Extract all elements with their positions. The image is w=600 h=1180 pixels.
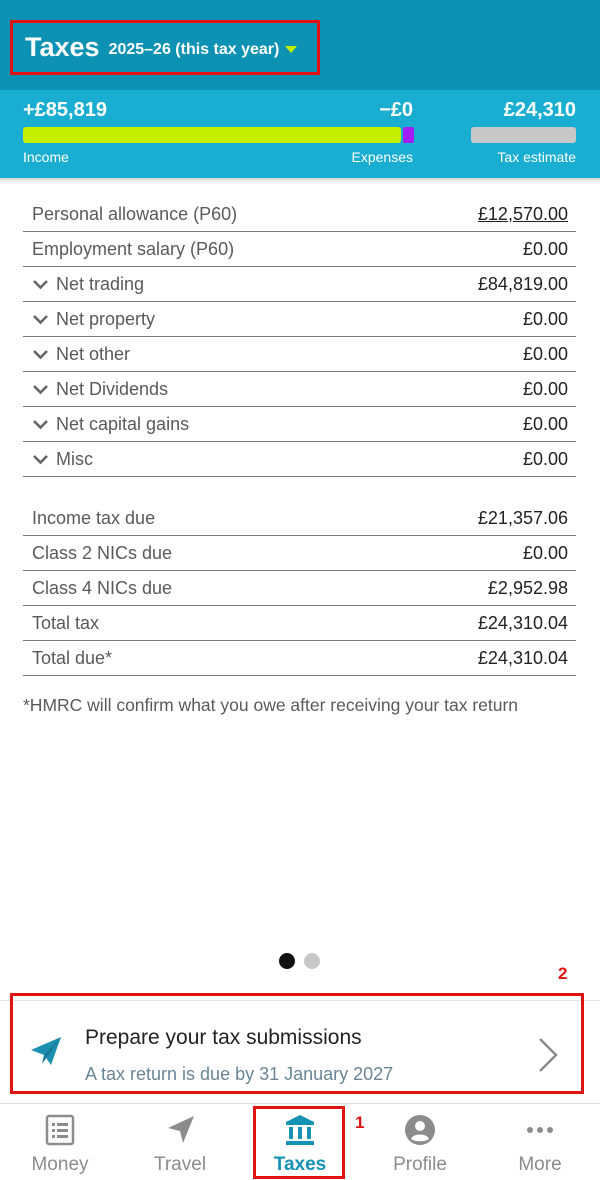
row-value: £0.00 (522, 378, 568, 399)
row-label-wrap (23, 449, 93, 470)
tax-year-selector[interactable] (10, 20, 320, 75)
income-row-personal-allowance (23, 197, 576, 232)
row-value: £0.00 (522, 542, 568, 563)
row-label-wrap (23, 414, 189, 435)
pager-dot-active[interactable] (279, 953, 295, 969)
row-value: £0.00 (522, 413, 568, 434)
income-row-net-dividends[interactable] (23, 372, 576, 407)
income-row-net-property[interactable] (23, 302, 576, 337)
tax-estimate-bar (471, 127, 576, 143)
row-label-wrap (23, 379, 168, 400)
nav-label: Money (31, 1154, 89, 1175)
income-row-net-trading[interactable] (23, 267, 576, 302)
page-title: Taxes (25, 32, 100, 62)
nav-label: More (518, 1154, 562, 1175)
row-value: £24,310.04 (477, 647, 568, 668)
nav-money[interactable] (0, 1104, 120, 1180)
card-title: Prepare your tax submissions (85, 1026, 362, 1049)
nav-label: Travel (153, 1154, 207, 1175)
annotation-marker-1: 1 (355, 1113, 365, 1132)
income-row-net-capital-gains[interactable] (23, 407, 576, 442)
row-label: Total tax (32, 612, 100, 633)
chevron-right-icon (537, 1036, 559, 1074)
income-breakdown-table (23, 197, 576, 477)
row-value: £0.00 (522, 343, 568, 364)
row-value: £2,952.98 (487, 577, 568, 598)
nav-travel[interactable] (120, 1104, 240, 1180)
row-value: £21,357.06 (477, 507, 568, 528)
tax-row-class2-nics (23, 536, 576, 571)
navigation-arrow-icon (164, 1114, 196, 1146)
row-label: Net Dividends (56, 378, 169, 399)
row-label: Net capital gains (56, 413, 190, 434)
tax-row-total-tax (23, 606, 576, 641)
row-label: Income tax due (32, 507, 156, 528)
row-label: Personal allowance (P60) (32, 203, 238, 224)
more-dots-icon (524, 1114, 556, 1146)
app-header (0, 0, 600, 90)
chevron-down-icon (32, 383, 49, 396)
tax-row-income-tax (23, 501, 576, 536)
row-value: £24,310.04 (477, 612, 568, 633)
row-label-wrap (23, 274, 144, 295)
row-label: Class 2 NICs due (32, 542, 173, 563)
prepare-tax-submissions-card[interactable] (10, 993, 584, 1094)
tax-year-label: 2025–26 (this tax year) (108, 40, 280, 58)
ledger-icon (44, 1114, 76, 1146)
income-bar (23, 127, 401, 143)
row-label-wrap (23, 344, 130, 365)
row-value: £0.00 (522, 448, 568, 469)
row-label: Misc (56, 448, 93, 469)
income-row-employment-salary (23, 232, 576, 267)
tax-row-total-due (23, 641, 576, 676)
row-label: Employment salary (P60) (32, 238, 235, 259)
nav-label: Profile (393, 1154, 447, 1175)
nav-profile[interactable] (360, 1104, 480, 1180)
row-label: Net property (56, 308, 156, 329)
income-label: Income (23, 149, 69, 165)
nav-label: Taxes (273, 1154, 327, 1175)
row-label-wrap (23, 309, 155, 330)
paper-plane-icon (29, 1034, 63, 1068)
annotation-marker-2: 2 (558, 964, 568, 983)
income-value: +£85,819 (23, 99, 107, 121)
chevron-down-icon (32, 418, 49, 431)
card-subtitle: A tax return is due by 31 January 2027 (85, 1064, 394, 1084)
row-value: £0.00 (522, 308, 568, 329)
dropdown-caret-icon (285, 46, 297, 53)
row-label: Class 4 NICs due (32, 577, 173, 598)
income-row-net-other[interactable] (23, 337, 576, 372)
summary-shadow (0, 178, 600, 183)
tax-summary (0, 90, 600, 178)
expenses-label: Expenses (351, 149, 413, 165)
hmrc-footnote: *HMRC will confirm what you owe after receiving your tax return (23, 695, 519, 715)
person-circle-icon (404, 1114, 436, 1146)
row-value: £84,819.00 (477, 273, 568, 294)
row-label: Net other (56, 343, 131, 364)
expenses-value: −£0 (379, 99, 413, 121)
tax-estimate-value: £24,310 (503, 99, 576, 121)
tax-row-class4-nics (23, 571, 576, 606)
chevron-down-icon (32, 313, 49, 326)
expenses-bar (403, 127, 414, 143)
nav-more[interactable] (480, 1104, 600, 1180)
chevron-down-icon (32, 348, 49, 361)
chevron-down-icon (32, 278, 49, 291)
chevron-down-icon (32, 453, 49, 466)
income-row-misc[interactable] (23, 442, 576, 477)
personal-allowance-link[interactable]: £12,570.00 (477, 203, 568, 224)
row-value: £0.00 (522, 238, 568, 259)
row-label: Total due* (32, 647, 113, 668)
pager-dot[interactable] (304, 953, 320, 969)
annotation-box-taxes-nav (253, 1106, 345, 1179)
tax-estimate-label: Tax estimate (497, 149, 576, 165)
tax-due-table (23, 501, 576, 676)
row-label: Net trading (56, 273, 145, 294)
